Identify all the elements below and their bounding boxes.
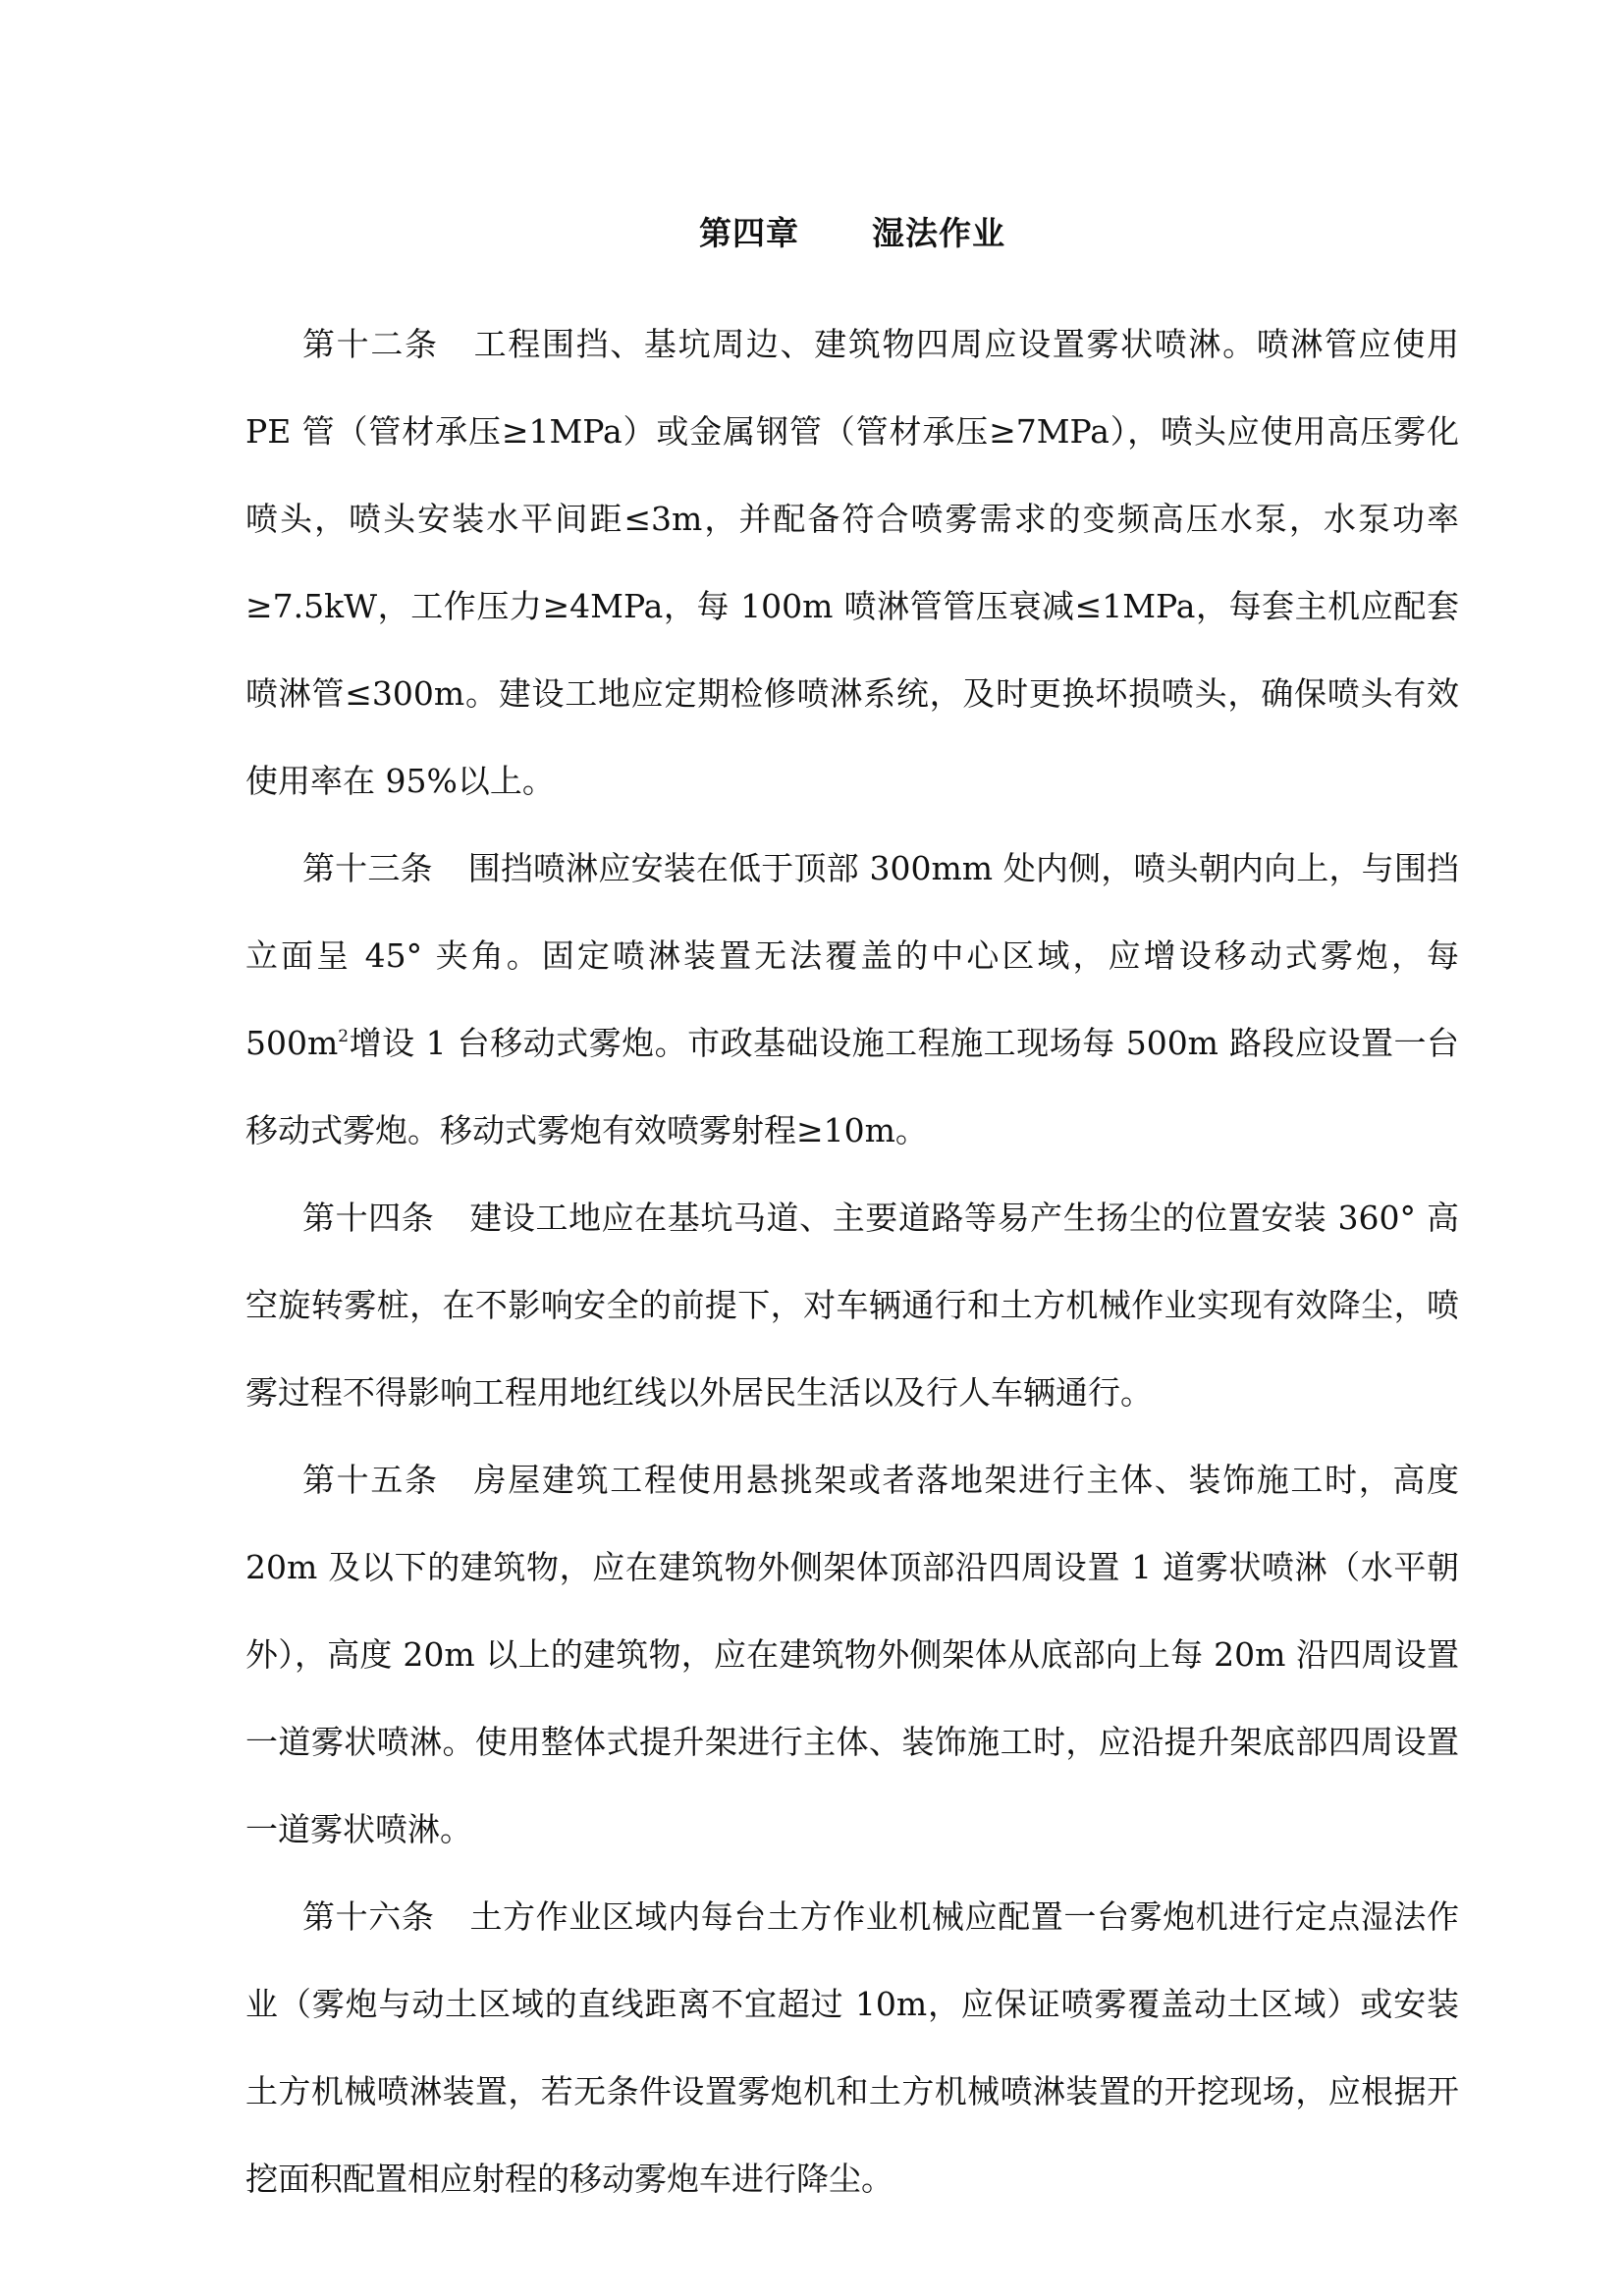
article-text-part-b: 增设 1 台移动式雾炮。市政基础设施工程施工现场每 500m 路段应设置一台移动式雾炮。移动式雾炮有效喷雾射程≥10m。 (245, 1024, 1459, 1149)
article-text: 工程围挡、基坑周边、建筑物四周应设置雾状喷淋。喷淋管应使用 PE 管（管材承压≥1MPa）或金属钢管（管材承压≥7MPa），喷头应使用高压雾化喷头，喷头安装水平间距≤3m，并配备符合喷雾需求的变频高压水泵，水泵功率≥7.5kW，工作压力≥4MPa，每 100m 喷淋管管压衰减≤1MPa，每套主机应配套喷淋管≤300m。建设工地应定期检修喷淋系统，及时更换坏损喷头，确保喷头有效使用率在 95%以上。 (245, 325, 1459, 800)
article-16 (245, 1873, 1459, 2222)
article-text: 房屋建筑工程使用悬挑架或者落地架进行主体、装饰施工时，高度 20m 及以下的建筑物，应在建筑物外侧架体顶部沿四周设置 1 道雾状喷淋（水平朝外），高度 20m 以上的建筑物，应在建筑物外侧架体从底部向上每 20m 沿四周设置一道雾状喷淋。使用整体式提升架进行主体、装饰施工时，应沿提升架底部四周设置一道雾状喷淋。 (245, 1461, 1459, 1848)
article-14 (245, 1174, 1459, 1436)
article-15 (245, 1436, 1459, 1873)
article-text-part-a: 围挡喷淋应安装在低于顶部 300mm 处内侧，喷头朝内向上，与围挡立面呈 45° 夹角。固定喷淋装置无法覆盖的中心区域，应增设移动式雾炮，每 500m (245, 849, 1459, 1062)
article-number: 第十三条 (302, 849, 433, 887)
article-number: 第十六条 (302, 1897, 435, 1936)
document-page (245, 210, 1459, 2222)
article-number: 第十五条 (302, 1461, 439, 1499)
article-number: 第十二条 (302, 325, 439, 363)
article-number: 第十四条 (302, 1199, 435, 1237)
article-12 (245, 300, 1459, 825)
article-text: 建设工地应在基坑马道、主要道路等易产生扬尘的位置安装 360° 高空旋转雾桩，在不影响安全的前提下，对车辆通行和土方机械作业实现有效降尘，喷雾过程不得影响工程用地红线以外居民生活以及行人车辆通行。 (245, 1199, 1460, 1412)
superscript-2: 2 (338, 1027, 350, 1046)
article-13 (245, 825, 1459, 1174)
article-text: 土方作业区域内每台土方作业机械应配置一台雾炮机进行定点湿法作业（雾炮与动土区域的直线距离不宜超过 10m，应保证喷雾覆盖动土区域）或安装土方机械喷淋装置，若无条件设置雾炮机和土方机械喷淋装置的开挖现场，应根据开挖面积配置相应射程的移动雾炮车进行降尘。 (245, 1897, 1460, 2198)
chapter-number: 第四章 (699, 214, 799, 252)
chapter-name: 湿法作业 (872, 214, 1005, 252)
chapter-title (245, 210, 1459, 257)
